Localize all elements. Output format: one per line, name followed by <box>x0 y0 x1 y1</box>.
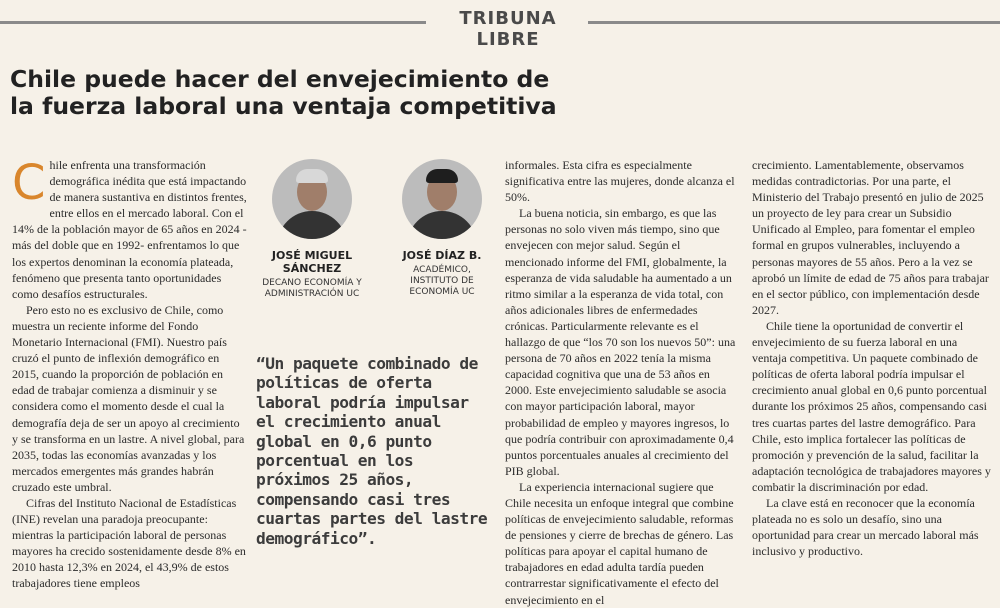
article-column-4 <box>752 157 994 559</box>
article-column-1 <box>12 157 248 592</box>
paragraph: Chile tiene la oportunidad de convertir el envejecimiento de su fuerza laboral en una ventaja competitiva. Un paquete combinado de políticas de oferta laboral podría impulsar el crecimiento anual global en 0,6 punto porcentual durante los próximos 25 años, compensando casi tres cuartas partes del lastre demográfico. Para Chile, esto implica fortalecer las políticas de promoción y prevención de la salud, facilitar la adaptación tecnológica de trabajadores mayores y combatir la discriminación por edad. <box>752 318 991 494</box>
author-card-1 <box>262 159 362 300</box>
paragraph: informales. Esta cifra es especialmente significativa entre las mujeres, donde alcanza el 50%. <box>505 158 735 205</box>
paragraph: La experiencia internacional sugiere que Chile necesita un enfoque integral que combine políticas de envejecimiento saludable, reformas de pensiones y cierre de brechas de género. Las políticas para apoyar el capital humano de trabajadores en edad adulta tardía pueden contrarrestar significativamente el efecto del envejecimiento en el <box>505 479 734 607</box>
author-photo <box>402 159 482 239</box>
paragraph: La buena noticia, sin embargo, es que las personas no solo viven más tiempo, sino que envejecen con mejor salud. Según el mencionado informe del FMI, globalmente, la esperanza de vida saludable ha aumentado a un ritmo similar a la esperanza de vida total, con años adicionales libres de enfermedades crónicas. Particularmente relevante es el hallazgo de que “los 70 son los nuevos 50”: una persona de 70 años en 2022 tenía la misma capacidad cognitiva que una de 53 años en 2000. Este envejecimiento saludable se asocia con mayor participación laboral, mayor probabilidad de empleo y mayores ingresos, lo que podría contribuir con aproximadamente 0,4 puntos porcentuales anuales al crecimiento del PIB global. <box>505 206 736 478</box>
drop-cap: C <box>12 155 46 211</box>
author-name: JOSÉ DÍAZ B. <box>402 249 482 262</box>
article-column-3 <box>505 157 737 608</box>
paragraph: Cifras del Instituto Nacional de Estadísticas (INE) revelan una paradoja preocupante: mientras la participación laboral de personas mayores ha crecido sostenidamente desde 8% en 2010 hasta 12,3% en 2024, el 43,9% de estos trabajadores tiene empleos <box>12 495 246 591</box>
section-label: TRIBUNA LIBRE <box>459 8 557 50</box>
paragraph: Pero esto no es exclusivo de Chile, como muestra un reciente informe del Fondo Monetario Internacional (FMI). Nuestro país cruzó el punto de inflexión demográfico en 2015, cuando la proporción de población en edad de trabajar comienza a disminuir y se considera como el momento desde el cual la demografía deja de ser un apoyo al crecimiento y se transforma en un lastre. A nivel global, para 2035, todas las economías avanzadas y los mercados emergentes más grandes habrán cruzado este umbral. <box>12 302 245 494</box>
paragraph: hile enfrenta una transformación demográfica inédita que está impactando de manera sustantiva en distintos frentes, entre ellos en el mercado laboral. Con el 14% de la población mayor de 65 años en 2024 -más del doble que en 1992- enfrentamos lo que los expertos denominan la economía plateada, fenómeno que presenta tanto oportunidades como desafíos estructurales. <box>12 158 247 301</box>
article-headline: Chile puede hacer del envejecimiento de la fuerza laboral una ventaja competitiva <box>10 65 557 120</box>
paragraph: La clave está en reconocer que la economía plateada no es solo un desafío, sino una oportunidad para crear un mercado laboral más inclusivo y productivo. <box>752 495 979 559</box>
header-rule-left <box>0 21 426 24</box>
author-photo <box>272 159 352 239</box>
paragraph: crecimiento. Lamentablemente, observamos medidas contradictorias. Por una parte, el Ministerio del Trabajo presentó en julio de 2025 un proyecto de ley para crear un Subsidio Unificado al Empleo, para fomentar el empleo formal en grupos vulnerables, incluyendo a personas mayores de 55 años. Pero a la vez se aprobó un límite de edad de 75 años para trabajar en el sector público, con implementación desde 2027. <box>752 158 989 317</box>
pull-quote: “Un paquete combinado de políticas de oferta laboral podría impulsar el crecimiento anual global en 0,6 punto porcentual en los próximos 25 años, compensando casi tres cuartas partes del lastre demográfico”. <box>256 354 488 548</box>
author-role: ACADÉMICO, INSTITUTO DE ECONOMÍA UC <box>409 265 475 297</box>
author-role: DECANO ECONOMÍA Y ADMINISTRACIÓN UC <box>262 278 362 299</box>
author-card-2 <box>392 159 492 298</box>
header-rule-right <box>588 21 1000 24</box>
author-name: JOSÉ MIGUEL SÁNCHEZ <box>271 249 353 275</box>
